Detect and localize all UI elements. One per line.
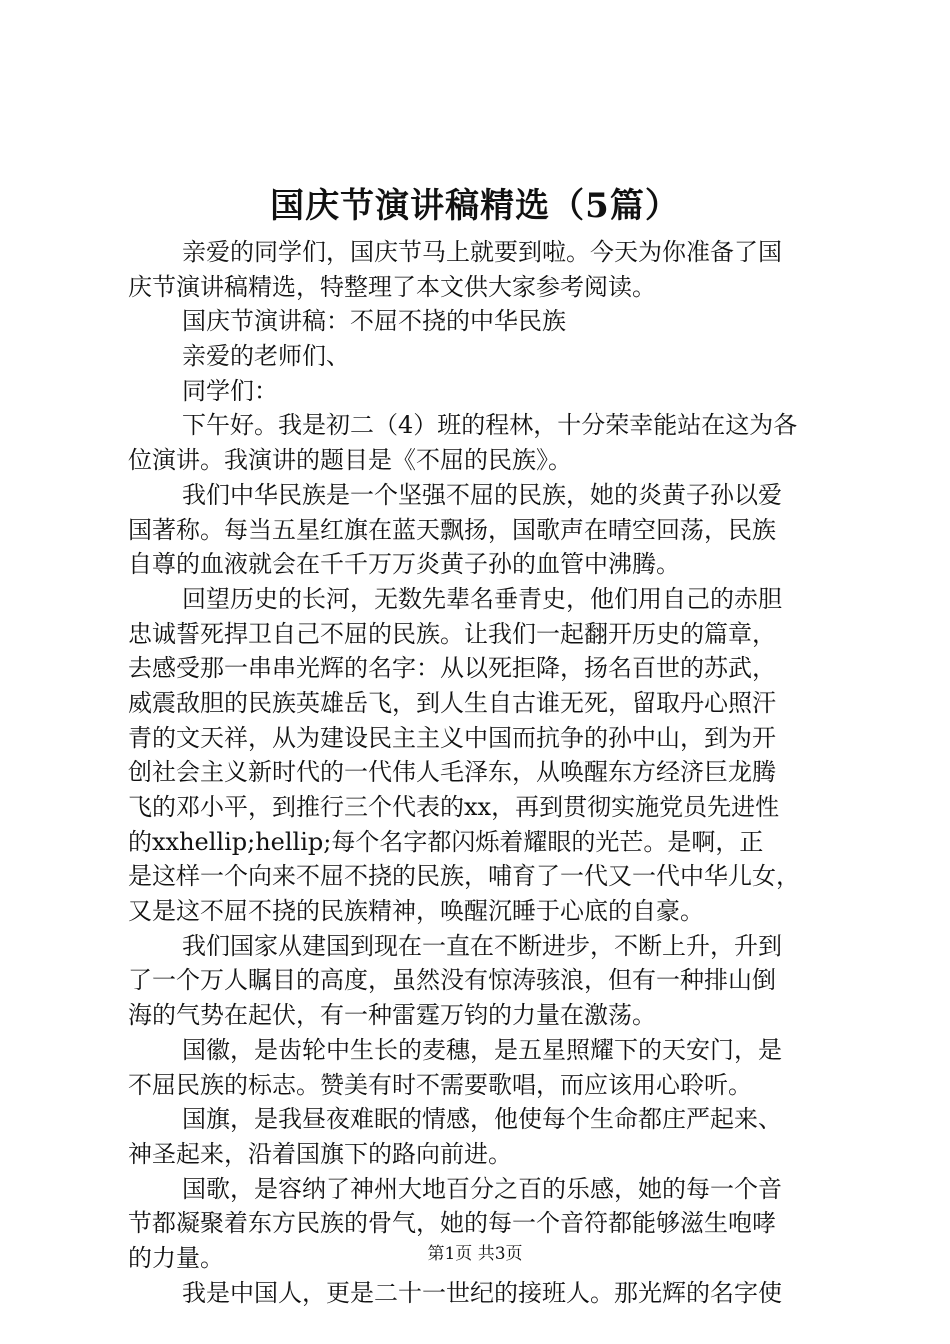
text-line: 创社会主义新时代的一代伟人毛泽东，从唤醒东方经济巨龙腾	[128, 758, 776, 787]
text-line: 威震敌胆的民族英雄岳飞，到人生自古谁无死，留取丹心照汗	[128, 688, 776, 717]
text-line: 的力量。	[128, 1243, 224, 1272]
text-line: 亲爱的同学们，国庆节马上就要到啦。今天为你准备了国	[182, 238, 782, 266]
text-line: 国徽，是齿轮中生长的麦穗，是五星照耀下的天安门，是	[182, 1035, 782, 1064]
text-line: 国庆节演讲稿：不屈不挠的中华民族	[182, 307, 566, 336]
text-line: 我是中国人，更是二十一世纪的接班人。那光辉的名字使	[182, 1278, 782, 1307]
text-line: 去感受那一串串光辉的名字：从以死拒降，扬名百世的苏武，	[128, 654, 776, 683]
text-line: 是这样一个向来不屈不挠的民族，哺育了一代又一代中华儿女，	[128, 862, 800, 891]
text-line: 同学们：	[182, 376, 278, 405]
text-line: 节都凝聚着东方民族的骨气，她的每一个音符都能够滋生咆哮	[128, 1209, 776, 1238]
text-line: 庆节演讲稿精选，特整理了本文供大家参考阅读。	[128, 272, 656, 301]
text-line: 不屈民族的标志。赞美有时不需要歌唱，而应该用心聆听。	[128, 1070, 752, 1099]
text-line: 国歌，是容纳了神州大地百分之百的乐感，她的每一个音	[182, 1174, 782, 1203]
text-line: 国旗，是我昼夜难眠的情感，他使每个生命都庄严起来、	[182, 1105, 782, 1134]
text-line: 青的文天祥，从为建设民主主义中国而抗争的孙中山，到为开	[128, 723, 776, 752]
text-line: 我们中华民族是一个坚强不屈的民族，她的炎黄子孙以爱	[182, 480, 782, 509]
text-line: 忠诚誓死捍卫自己不屈的民族。让我们一起翻开历史的篇章，	[128, 619, 776, 648]
text-line: 下午好。我是初二（4）班的程林，十分荣幸能站在这为各	[182, 411, 798, 440]
text-line: 回望历史的长河，无数先辈名垂青史，他们用自己的赤胆	[182, 584, 782, 613]
text-line: 亲爱的老师们、	[182, 342, 350, 371]
text-line: 海的气势在起伏，有一种雷霆万钧的力量在激荡。	[128, 1001, 656, 1030]
text-line: 自尊的血液就会在千千万万炎黄子孙的血管中沸腾。	[128, 550, 680, 579]
document-body	[128, 235, 836, 1310]
text-line: 我们国家从建国到现在一直在不断进步，不断上升，升到	[182, 931, 782, 960]
text-line: 飞的邓小平，到推行三个代表的xx，再到贯彻实施党员先进性	[128, 793, 780, 821]
text-line: 国著称。每当五星红旗在蓝天飘扬，国歌声在晴空回荡，民族	[128, 515, 776, 544]
text-line: 位演讲。我演讲的题目是《不屈的民族》。	[128, 446, 572, 475]
text-line: 神圣起来，沿着国旗下的路向前进。	[128, 1139, 512, 1168]
text-line: 又是这不屈不挠的民族精神，唤醒沉睡于心底的自豪。	[128, 897, 704, 926]
page-footer: 第1页 共3页	[427, 1244, 523, 1264]
text-line: 了一个万人瞩目的高度，虽然没有惊涛骇浪，但有一种排山倒	[128, 966, 776, 995]
text-line: 的xxhellip;hellip;每个名字都闪烁着耀眼的光芒。是啊，正	[128, 827, 764, 856]
document-title: 国庆节演讲稿精选（5篇）	[270, 186, 680, 226]
